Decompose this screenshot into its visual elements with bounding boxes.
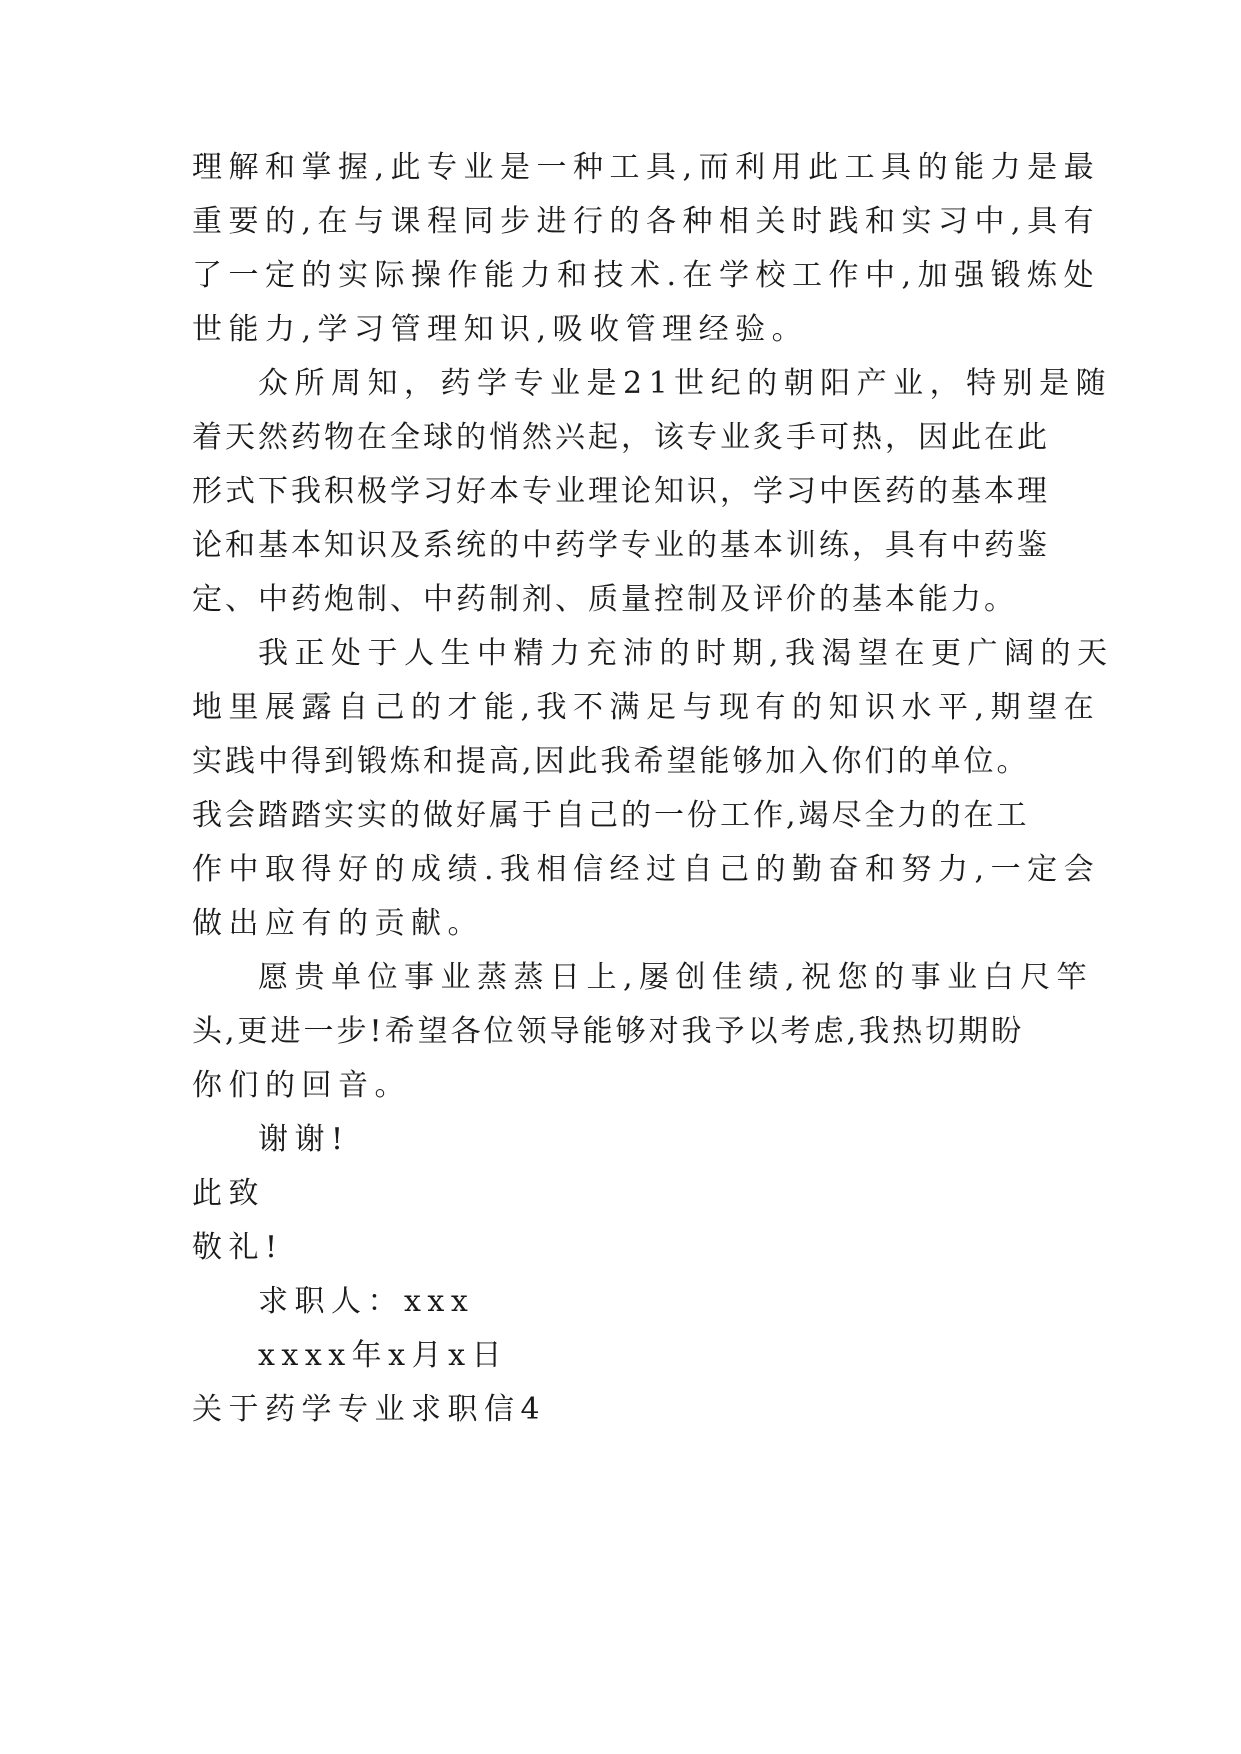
paragraph-3-line-1: 我正处于人生中精力充沛的时期,我渴望在更广阔的天 bbox=[258, 636, 1114, 671]
paragraph-2-line-1: 众所周知，药学专业是21世纪的朝阳产业，特别是随 bbox=[258, 366, 1113, 401]
paragraph-2-line-2: 着天然药物在全球的悄然兴起，该专业炙手可热，因此在此 bbox=[192, 420, 1050, 455]
next-section-heading: 关于药学专业求职信4 bbox=[192, 1392, 547, 1427]
closing-line: 此致 bbox=[192, 1176, 265, 1211]
paragraph-2-line-5: 定、中药炮制、中药制剂、质量控制及评价的基本能力。 bbox=[192, 582, 1017, 617]
paragraph-1-line-1: 理解和掌握,此专业是一种工具,而利用此工具的能力是最 bbox=[192, 150, 1101, 185]
paragraph-3-line-6: 做出应有的贡献。 bbox=[192, 906, 484, 941]
paragraph-1-line-4: 世能力,学习管理知识,吸收管理经验。 bbox=[192, 312, 809, 347]
applicant-line: 求职人：xxx bbox=[258, 1284, 475, 1319]
paragraph-3-line-4: 我会踏踏实实的做好属于自己的一份工作,竭尽全力的在工 bbox=[192, 798, 1030, 833]
paragraph-1-line-2: 重要的,在与课程同步进行的各种相关时践和实习中,具有 bbox=[192, 204, 1101, 239]
paragraph-2-line-3: 形式下我积极学习好本专业理论知识，学习中医药的基本理 bbox=[192, 474, 1050, 509]
paragraph-4-line-2: 头,更进一步!希望各位领导能够对我予以考虑,我热切期盼 bbox=[192, 1014, 1025, 1049]
paragraph-3-line-2: 地里展露自己的才能,我不满足与现有的知识水平,期望在 bbox=[192, 690, 1101, 725]
paragraph-4-line-1: 愿贵单位事业蒸蒸日上,屡创佳绩,祝您的事业白尺竿 bbox=[258, 960, 1094, 995]
paragraph-3-line-5: 作中取得好的成绩.我相信经过自己的勤奋和努力,一定会 bbox=[192, 852, 1101, 887]
paragraph-3-line-3: 实践中得到锻炼和提高,因此我希望能够加入你们的单位。 bbox=[192, 744, 1030, 779]
paragraph-2-line-4: 论和基本知识及系统的中药学专业的基本训练，具有中药鉴 bbox=[192, 528, 1050, 563]
thanks-line: 谢谢! bbox=[258, 1122, 350, 1157]
date-line: xxxx年x月x日 bbox=[258, 1338, 509, 1373]
paragraph-4-line-3: 你们的回音。 bbox=[192, 1068, 411, 1103]
salutation-line: 敬礼! bbox=[192, 1230, 284, 1265]
paragraph-1-line-3: 了一定的实际操作能力和技术.在学校工作中,加强锻炼处 bbox=[192, 258, 1101, 293]
